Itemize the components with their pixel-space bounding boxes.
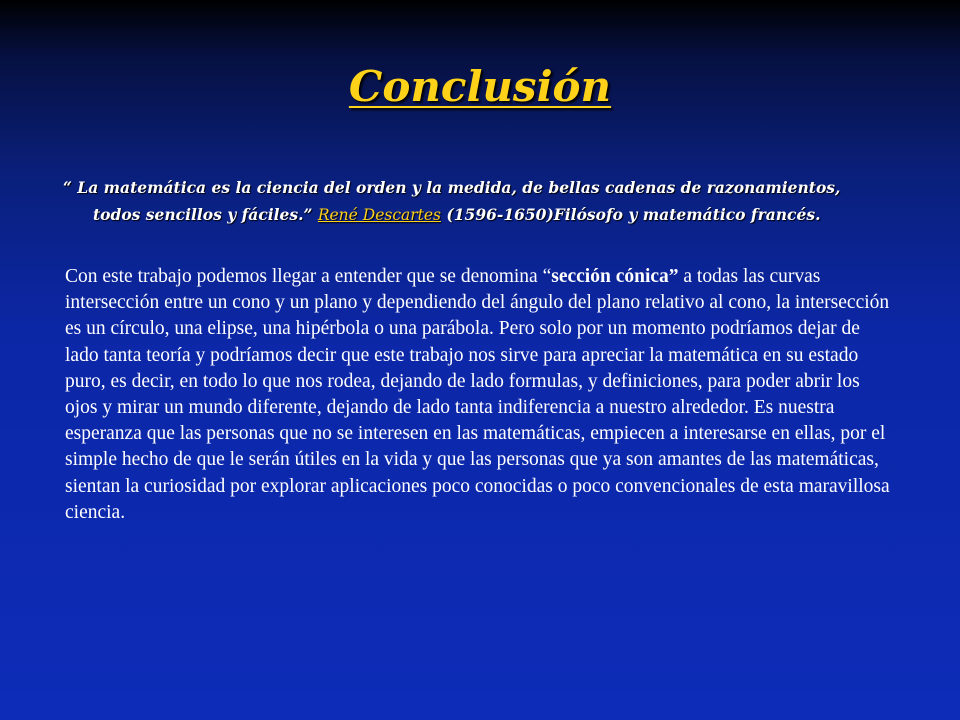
highlight-term: sección cónica” [551,266,679,287]
conclusion-paragraph [65,264,895,526]
quote-block [63,174,893,229]
author-info: (1596-1650)Filósofo y matemático francés. [441,205,821,224]
quote-text: “ La matemática es la ciencia del orden y la medida, de bellas cadenas de razonamientos, todos sencillos y fáciles.” [63,178,841,224]
paragraph-part-1: Con este trabajo podemos llegar a entender que se denomina “ [65,266,552,287]
paragraph-part-2: a todas las curvas intersección entre un cono y un plano y dependiendo del ángulo del plano relativo al cono, la intersección es un círculo, una elipse, una hipérbola o una parábola. Pero solo por un momento podríamos dejar de lado tanta teoría y podríamos decir que este trabajo nos sirve para apreciar la matemática en su estado puro, es decir, en todo lo que nos rodea, dejando de lado formulas, y definiciones, para poder abrir los ojos y mirar un mundo diferente, dejando de lado tanta indiferencia a nuestro alrededor. Es nuestra esperanza que las personas que no se interesen en las matemáticas, empiecen a interesarse en ellas, por el simple hecho de que le serán útiles en la vida y que las personas que ya son amantes de las matemáticas, sientan la curiosidad por explorar aplicaciones poco conocidas o poco convencionales de esta maravillosa ciencia. [65,266,890,523]
slide-title: Conclusión [348,62,612,111]
author-link[interactable]: René Descartes [317,206,442,224]
